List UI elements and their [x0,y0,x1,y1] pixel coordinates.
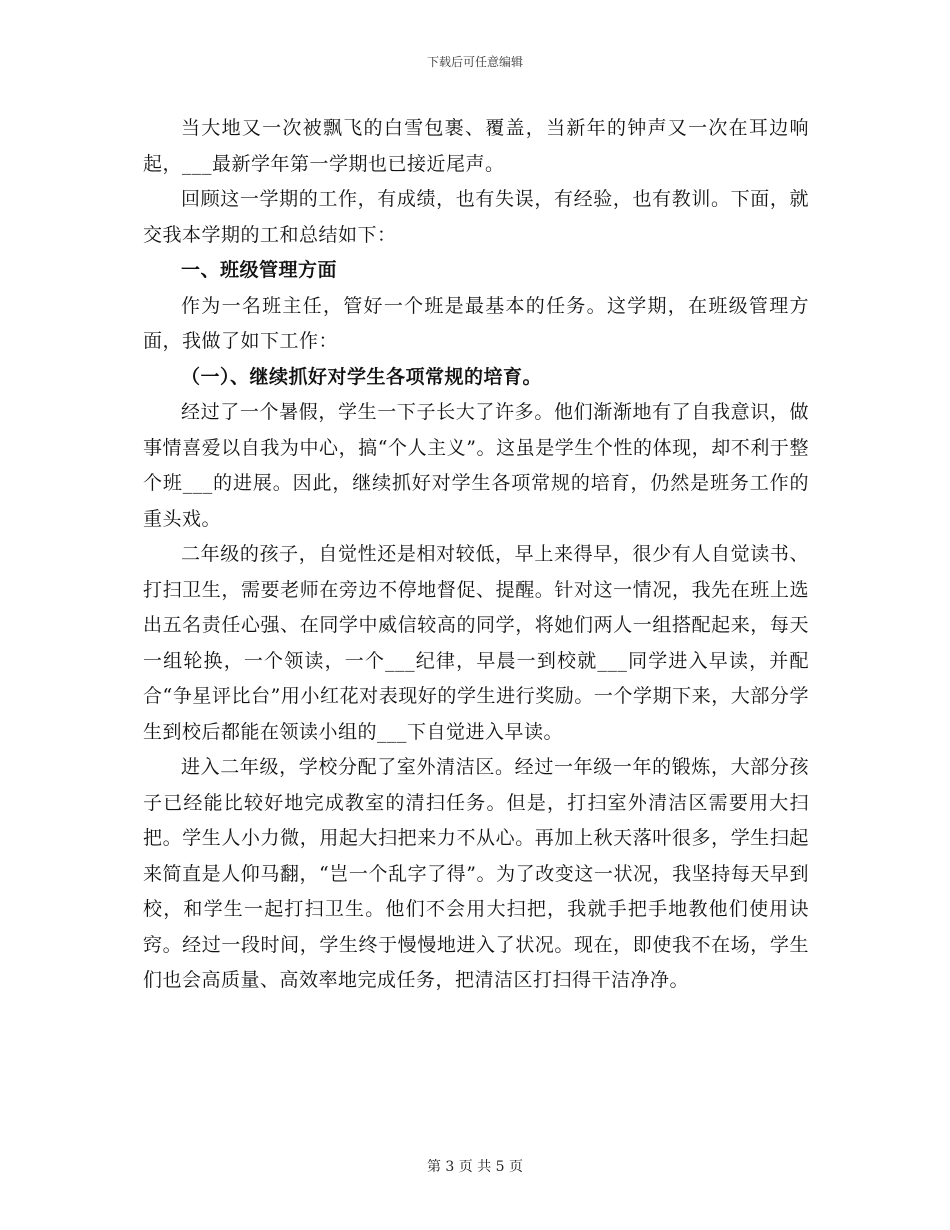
paragraph-class-management: 作为一名班主任，管好一个班是最基本的任务。这学期，在班级管理方面，我做了如下工作： [143,294,809,352]
paragraph-morning-reading: 二年级的孩子，自觉性还是相对较低，早上来得早，很少有人自觉读书、打扫卫生，需要老师在旁边不停地督促、提醒。针对这一情况，我先在班上选出五名责任心强、在同学中威信较高的同学，将她们两人一组搭配起来，每天一组轮换，一个领读，一个___纪律，早晨一到校就___同学进入早读，并配合“争星评比台”用小红花对表现好的学生进行奖励。一个学期下来，大部分学生到校后都能在领读小组的___下自觉进入早读。 [143,543,809,743]
subsection-heading-routines: （一）、继续抓好对学生各项常规的培育。 [181,365,543,388]
page-header: 下载后可任意编辑 [426,55,523,69]
paragraph-intro: 当大地又一次被飘飞的白雪包裹、覆盖，当新年的钟声又一次在耳边响起，___最新学年第一学期也已接近尾声。 [143,117,809,175]
paragraph-review: 回顾这一学期的工作，有成绩，也有失误，有经验，也有教训。下面，就交我本学期的工和总结如下： [143,188,809,246]
section-heading-class-management: 一、班级管理方面 [181,259,338,281]
paragraph-summer: 经过了一个暑假，学生一下子长大了许多。他们渐渐地有了自我意识，做事情喜爱以自我为中心，搞“个人主义”。这虽是学生个性的体现，却不利于整个班___的进展。因此，继续抓好对学生各项常规的培育，仍然是班务工作的重头戏。 [143,401,809,530]
paragraph-cleaning: 进入二年级，学校分配了室外清洁区。经过一年级一年的锻炼，大部分孩子已经能比较好地完成教室的清扫任务。但是，打扫室外清洁区需要用大扫把。学生人小力微，用起大扫把来力不从心。再加上秋天落叶很多，学生扫起来简直是人仰马翻，“岂一个乱字了得”。为了改变这一状况，我坚持每天早到校，和学生一起打扫卫生。他们不会用大扫把，我就手把手地教他们使用诀窍。经过一段时间，学生终于慢慢地进入了状况。现在，即使我不在场，学生们也会高质量、高效率地完成任务，把清洁区打扫得干洁净净。 [143,756,809,991]
document-body [143,111,809,999]
page-footer: 第 3 页 共 5 页 [426,1159,524,1175]
